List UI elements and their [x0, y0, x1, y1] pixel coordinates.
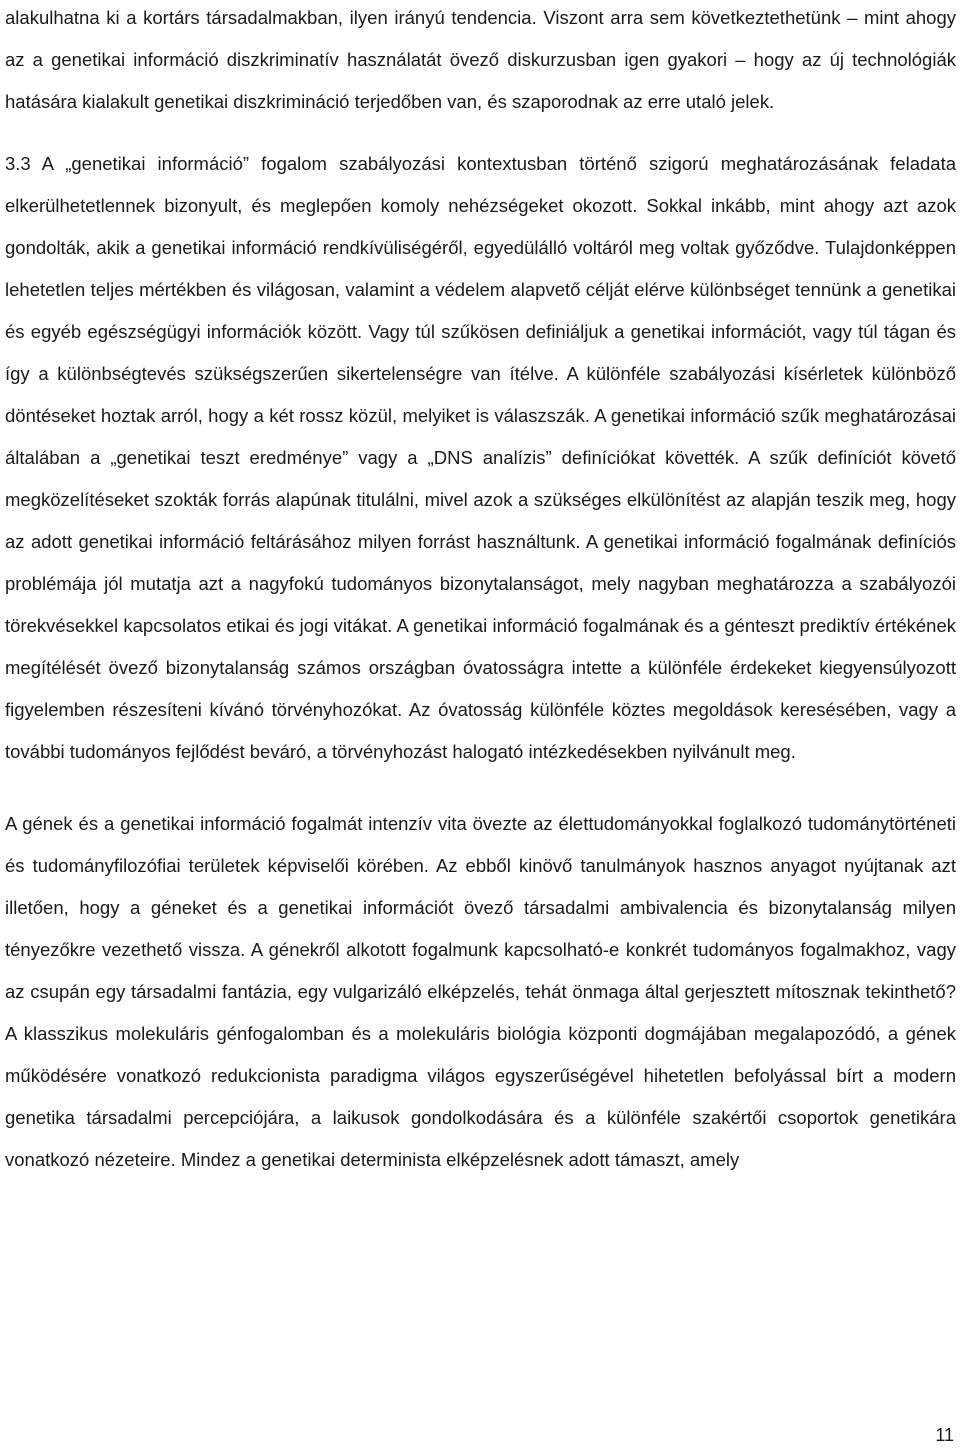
paragraph-genes: A gének és a genetikai információ fogalmát intenzív vita övezte az élettudományokkal foglalkozó tudománytörténeti és tudományfilozófiai területek képviselői körében. Az ebből kinövő tanulmányok hasznos anyagot nyújtanak azt illetően, hogy a géneket és a genetikai információt övező társadalmi ambivalencia és bizonytalanság milyen tényezőkre vezethető vissza. A génekről alkotott fogalmunk kapcsolható-e konkrét tudományos fogalmakhoz, vagy az csupán egy társadalmi fantázia, egy vulgarizáló elképzelés, tehát önmaga által gerjesztett mítosznak tekinthető? A klasszikus molekuláris génfogalomban és a molekuláris biológia központi dogmájában megalapozódó, a gének működésére vonatkozó redukcionista paradigma világos egyszerűségével hihetetlen befolyással bírt a modern genetika társadalmi percepciójára, a laikusok gondolkodására és a különféle szakértői csoportok genetikára vonatkozó nézeteire. Mindez a genetikai determinista elképzelésnek adott támaszt, amely — [5, 813, 956, 1170]
document-page — [5, 0, 956, 1181]
page-number: 11 — [935, 1425, 954, 1445]
paragraph-section-3-3: 3.3 A „genetikai információ” fogalom szabályozási kontextusban történő szigorú meghatározásának feladata elkerülhetetlennek bizonyult, és meglepően komoly nehézségeket okozott. Sokkal inkább, mint ahogy azt azok gondolták, akik a genetikai információ rendkívüliségéről, egyedülálló voltáról meg voltak győződve. Tulajdonképpen lehetetlen teljes mértékben és világosan, valamint a védelem alapvető célját elérve különbséget tennünk a genetikai és egyéb egészségügyi információk között. Vagy túl szűkösen definiáljuk a genetikai információt, vagy túl tágan és így a különbségtevés szükségszerűen sikertelenségre van ítélve. A különféle szabályozási kísérletek különböző döntéseket hoztak arról, hogy a két rossz közül, melyiket is válaszszák. A genetikai információ szűk meghatározásai általában a „genetikai teszt eredménye” vagy a „DNS analízis” definíciókat követték. A szűk definíciót követő megközelítéseket szokták forrás alapúnak titulálni, mivel azok a szükséges elkülönítést az alapján teszik meg, hogy az adott genetikai információ feltárásához milyen forrást használtunk. A genetikai információ fogalmának definíciós problémája jól mutatja azt a nagyfokú tudományos bizonytalanságot, mely nagyban meghatározza a szabályozói törekvésekkel kapcsolatos etikai és jogi vitákat. A genetikai információ fogalmának és a génteszt prediktív értékének megítélését övező bizonytalanság számos országban óvatosságra intette a különféle érdekeket kiegyensúlyozott figyelemben részesíteni kívánó törvényhozókat. Az óvatosság különféle köztes megoldások keresésében, vagy a további tudományos fejlődést beváró, a törvényhozást halogató intézkedésekben nyilvánult meg. — [5, 153, 956, 762]
paragraph-continuation: alakulhatna ki a kortárs társadalmakban, ilyen irányú tendencia. Viszont arra sem következtethetünk – mint ahogy az a genetikai információ diszkriminatív használatát övező diskurzusban igen gyakori – hogy az új technológiák hatására kialakult genetikai diszkrimináció terjedőben van, és szaporodnak az erre utaló jelek. — [5, 7, 956, 112]
